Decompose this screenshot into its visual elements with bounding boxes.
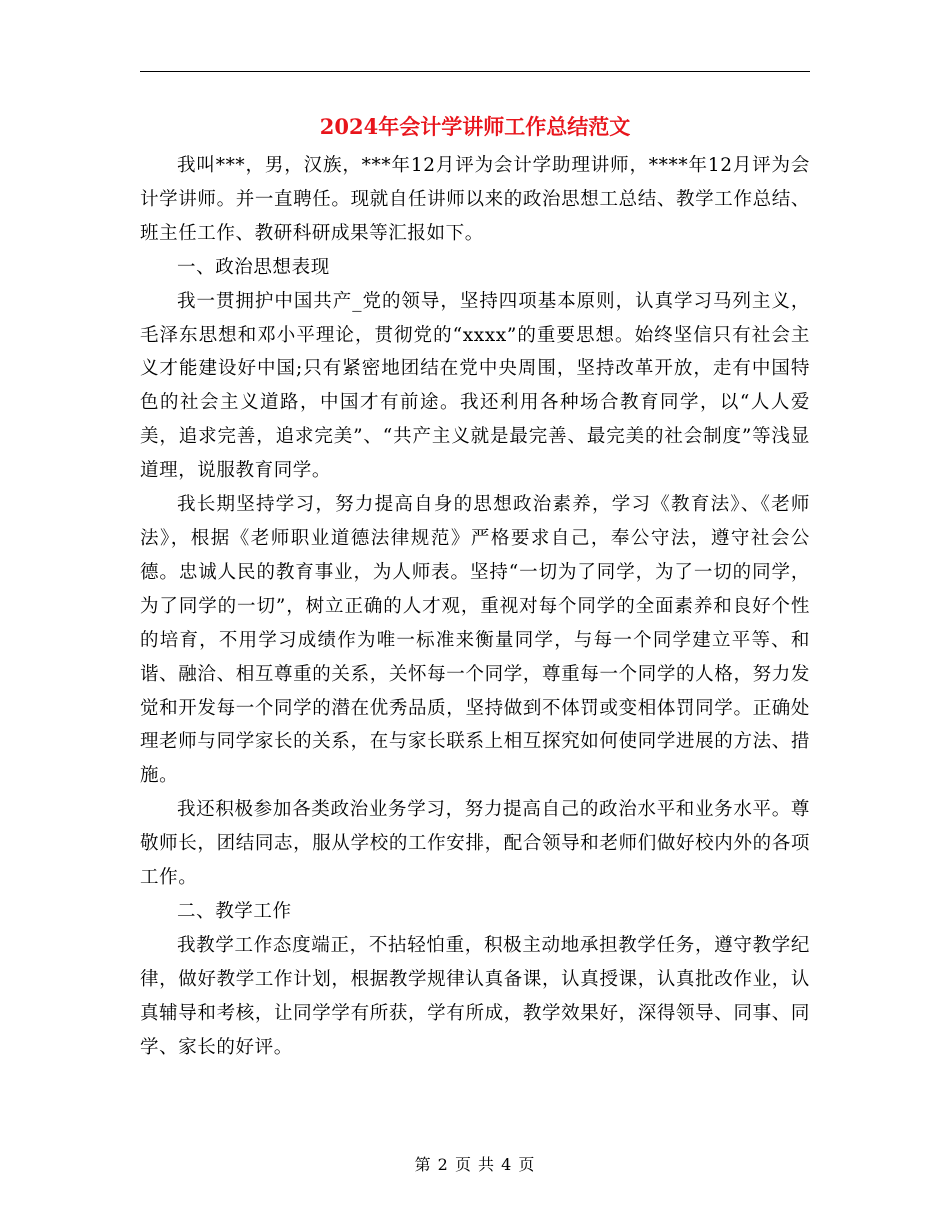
body-paragraph: 我长期坚持学习，努力提高自身的思想政治素养，学习《教育法》、《老师法》，根据《老师职业道德法律规范》严格要求自己，奉公守法，遵守社会公德。忠诚人民的教育事业，为人师表。坚持“一切为了同学，为了一切的同学，为了同学的一切”，树立正确的人才观，重视对每个同学的全面素养和良好个性的培育，不用学习成绩作为唯一标准来衡量同学，与每一个同学建立平等、和谐、融洽、相互尊重的关系，关怀每一个同学，尊重每一个同学的人格，努力发觉和开发每一个同学的潜在优秀品质，坚持做到不体罚或变相体罚同学。正确处理老师与同学家长的关系，在与家长联系上相互探究如何使同学进展的方法、措施。	[140, 494, 810, 787]
body-paragraph: 我教学工作态度端正，不拈轻怕重，积极主动地承担教学任务，遵守教学纪律，做好教学工作计划，根据教学规律认真备课，认真授课，认真批改作业，认真辅导和考核，让同学学有所获，学有所成，教学效果好，深得领导、同事、同学、家长的好评。	[140, 934, 810, 1058]
section-heading-political: 一、政治思想表现	[177, 256, 330, 278]
header-rule	[140, 71, 810, 72]
body-paragraph: 我一贯拥护中国共产_党的领导，坚持四项基本原则，认真学习马列主义，毛泽东思想和邓小平理论，贯彻党的“xxxx”的重要思想。始终坚信只有社会主义才能建设好中国;只有紧密地团结在党中央周围，坚持改革开放，走有中国特色的社会主义道路，中国才有前途。我还利用各种场合教育同学，以“人人爱美，追求完善，追求完美”、“共产主义就是最完善、最完美的社会制度”等浅显道理，说服教育同学。	[140, 290, 810, 482]
body-paragraph: 我还积极参加各类政治业务学习，努力提高自己的政治水平和业务水平。尊敬师长，团结同志，服从学校的工作安排，配合领导和老师们做好校内外的各项工作。	[140, 799, 810, 889]
section-heading-teaching: 二、教学工作	[177, 900, 292, 922]
intro-paragraph: 我叫***，男，汉族，***年12月评为会计学助理讲师，****年12月评为会计学讲师。并一直聘任。现就自任讲师以来的政治思想工总结、教学工作总结、班主任工作、教研科研成果等汇报如下。	[140, 155, 810, 244]
document-body	[140, 149, 810, 1064]
page-number-footer: 第 2 页 共 4 页	[414, 1155, 536, 1174]
document-title: 2024年会计学讲师工作总结范文	[319, 114, 631, 139]
